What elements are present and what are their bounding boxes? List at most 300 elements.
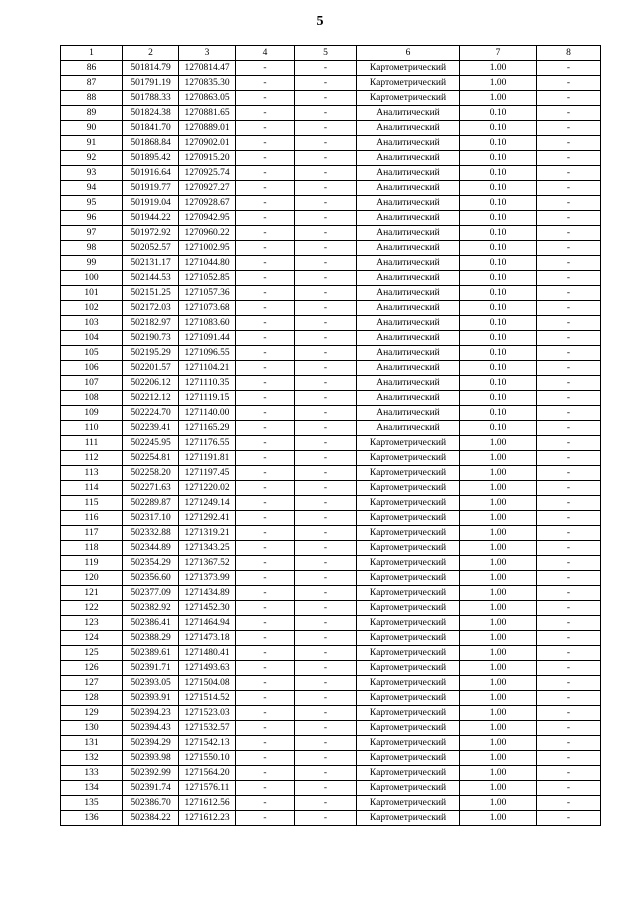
cell-col-8: - <box>537 466 601 481</box>
cell-point-number: 91 <box>61 136 123 151</box>
cell-coord-x: 502393.91 <box>123 691 179 706</box>
table-row <box>61 481 601 496</box>
cell-coord-x: 502201.57 <box>123 361 179 376</box>
cell-accuracy: 1.00 <box>460 631 537 646</box>
cell-col-8: - <box>537 571 601 586</box>
cell-col-5: - <box>295 181 357 196</box>
cell-coord-y: 1271073.68 <box>179 301 236 316</box>
cell-accuracy: 0.10 <box>460 226 537 241</box>
cell-col-5: - <box>295 91 357 106</box>
cell-col-8: - <box>537 406 601 421</box>
cell-col-5: - <box>295 616 357 631</box>
cell-col-8: - <box>537 541 601 556</box>
cell-col-5: - <box>295 751 357 766</box>
cell-coord-x: 502394.29 <box>123 736 179 751</box>
cell-point-number: 119 <box>61 556 123 571</box>
cell-col-4: - <box>236 751 295 766</box>
cell-coord-x: 502394.43 <box>123 721 179 736</box>
cell-col-4: - <box>236 496 295 511</box>
cell-col-4: - <box>236 661 295 676</box>
cell-accuracy: 1.00 <box>460 436 537 451</box>
table-row <box>61 106 601 121</box>
cell-method: Аналитический <box>357 406 460 421</box>
cell-coord-y: 1271473.18 <box>179 631 236 646</box>
cell-point-number: 113 <box>61 466 123 481</box>
cell-coord-y: 1271493.63 <box>179 661 236 676</box>
cell-point-number: 114 <box>61 481 123 496</box>
cell-col-5: - <box>295 721 357 736</box>
cell-col-4: - <box>236 526 295 541</box>
cell-coord-y: 1271564.20 <box>179 766 236 781</box>
table-row <box>61 556 601 571</box>
cell-col-5: - <box>295 436 357 451</box>
table-row <box>61 271 601 286</box>
table-row <box>61 466 601 481</box>
cell-method: Картометрический <box>357 571 460 586</box>
cell-accuracy: 0.10 <box>460 181 537 196</box>
table-row <box>61 676 601 691</box>
cell-col-8: - <box>537 421 601 436</box>
cell-point-number: 127 <box>61 676 123 691</box>
cell-coord-x: 502172.03 <box>123 301 179 316</box>
cell-col-4: - <box>236 91 295 106</box>
cell-coord-y: 1271612.23 <box>179 811 236 826</box>
cell-col-5: - <box>295 316 357 331</box>
cell-method: Картометрический <box>357 556 460 571</box>
cell-col-5: - <box>295 406 357 421</box>
table-row <box>61 361 601 376</box>
cell-col-4: - <box>236 271 295 286</box>
cell-coord-y: 1271104.21 <box>179 361 236 376</box>
cell-coord-x: 502258.20 <box>123 466 179 481</box>
cell-coord-x: 502354.29 <box>123 556 179 571</box>
cell-accuracy: 0.10 <box>460 256 537 271</box>
cell-accuracy: 0.10 <box>460 316 537 331</box>
cell-point-number: 108 <box>61 391 123 406</box>
table-row <box>61 736 601 751</box>
table-row <box>61 646 601 661</box>
cell-coord-x: 501841.70 <box>123 121 179 136</box>
cell-method: Аналитический <box>357 166 460 181</box>
cell-point-number: 102 <box>61 301 123 316</box>
cell-accuracy: 1.00 <box>460 91 537 106</box>
cell-coord-x: 502382.92 <box>123 601 179 616</box>
cell-col-8: - <box>537 496 601 511</box>
cell-coord-x: 502391.74 <box>123 781 179 796</box>
cell-col-4: - <box>236 811 295 826</box>
cell-accuracy: 1.00 <box>460 661 537 676</box>
cell-col-8: - <box>537 226 601 241</box>
table-row <box>61 166 601 181</box>
cell-coord-y: 1270835.30 <box>179 76 236 91</box>
cell-col-4: - <box>236 136 295 151</box>
table-row <box>61 196 601 211</box>
cell-col-5: - <box>295 376 357 391</box>
cell-method: Аналитический <box>357 316 460 331</box>
cell-col-4: - <box>236 226 295 241</box>
cell-point-number: 107 <box>61 376 123 391</box>
cell-method: Аналитический <box>357 256 460 271</box>
cell-method: Картометрический <box>357 466 460 481</box>
cell-method: Картометрический <box>357 661 460 676</box>
cell-col-5: - <box>295 256 357 271</box>
cell-col-5: - <box>295 466 357 481</box>
cell-coord-y: 1271249.14 <box>179 496 236 511</box>
column-header-7: 7 <box>460 46 537 61</box>
cell-point-number: 117 <box>61 526 123 541</box>
cell-coord-y: 1271550.10 <box>179 751 236 766</box>
cell-col-4: - <box>236 196 295 211</box>
cell-col-5: - <box>295 691 357 706</box>
cell-method: Картометрический <box>357 526 460 541</box>
cell-col-4: - <box>236 766 295 781</box>
cell-col-5: - <box>295 676 357 691</box>
cell-col-5: - <box>295 496 357 511</box>
cell-coord-y: 1270889.01 <box>179 121 236 136</box>
cell-accuracy: 0.10 <box>460 301 537 316</box>
cell-coord-x: 502182.97 <box>123 316 179 331</box>
cell-accuracy: 1.00 <box>460 706 537 721</box>
cell-coord-x: 502052.57 <box>123 241 179 256</box>
table-row <box>61 211 601 226</box>
cell-coord-x: 502388.29 <box>123 631 179 646</box>
cell-col-8: - <box>537 436 601 451</box>
cell-point-number: 88 <box>61 91 123 106</box>
cell-coord-x: 502239.41 <box>123 421 179 436</box>
cell-accuracy: 0.10 <box>460 391 537 406</box>
column-header-6: 6 <box>357 46 460 61</box>
cell-col-4: - <box>236 391 295 406</box>
cell-coord-x: 502391.71 <box>123 661 179 676</box>
cell-coord-x: 501919.77 <box>123 181 179 196</box>
cell-method: Аналитический <box>357 286 460 301</box>
cell-accuracy: 1.00 <box>460 76 537 91</box>
cell-point-number: 110 <box>61 421 123 436</box>
cell-col-8: - <box>537 376 601 391</box>
cell-method: Картометрический <box>357 736 460 751</box>
cell-method: Картометрический <box>357 451 460 466</box>
cell-col-5: - <box>295 151 357 166</box>
table-header-row <box>61 46 601 61</box>
cell-coord-y: 1271434.89 <box>179 586 236 601</box>
cell-coord-y: 1271542.13 <box>179 736 236 751</box>
column-header-2: 2 <box>123 46 179 61</box>
cell-col-5: - <box>295 136 357 151</box>
cell-col-4: - <box>236 316 295 331</box>
cell-coord-y: 1271176.55 <box>179 436 236 451</box>
cell-method: Аналитический <box>357 226 460 241</box>
cell-col-5: - <box>295 661 357 676</box>
cell-method: Картометрический <box>357 691 460 706</box>
cell-col-5: - <box>295 226 357 241</box>
cell-col-8: - <box>537 736 601 751</box>
cell-col-4: - <box>236 406 295 421</box>
cell-accuracy: 0.10 <box>460 421 537 436</box>
table-row <box>61 331 601 346</box>
cell-accuracy: 1.00 <box>460 511 537 526</box>
cell-col-4: - <box>236 796 295 811</box>
table-row <box>61 376 601 391</box>
cell-col-8: - <box>537 391 601 406</box>
cell-col-5: - <box>295 586 357 601</box>
cell-col-8: - <box>537 241 601 256</box>
cell-col-8: - <box>537 781 601 796</box>
cell-coord-y: 1270881.65 <box>179 106 236 121</box>
cell-col-4: - <box>236 331 295 346</box>
cell-col-5: - <box>295 556 357 571</box>
cell-coord-x: 502224.70 <box>123 406 179 421</box>
table-row <box>61 286 601 301</box>
cell-accuracy: 1.00 <box>460 571 537 586</box>
cell-method: Аналитический <box>357 391 460 406</box>
table-row <box>61 421 601 436</box>
cell-accuracy: 1.00 <box>460 736 537 751</box>
cell-point-number: 94 <box>61 181 123 196</box>
cell-method: Картометрический <box>357 781 460 796</box>
cell-coord-y: 1271612.56 <box>179 796 236 811</box>
cell-col-5: - <box>295 601 357 616</box>
cell-coord-y: 1271452.30 <box>179 601 236 616</box>
cell-coord-x: 502393.05 <box>123 676 179 691</box>
cell-method: Аналитический <box>357 346 460 361</box>
cell-method: Картометрический <box>357 601 460 616</box>
cell-accuracy: 1.00 <box>460 691 537 706</box>
cell-coord-x: 501972.92 <box>123 226 179 241</box>
table-row <box>61 301 601 316</box>
cell-col-4: - <box>236 601 295 616</box>
cell-method: Аналитический <box>357 331 460 346</box>
cell-col-5: - <box>295 121 357 136</box>
cell-coord-y: 1270915.20 <box>179 151 236 166</box>
cell-col-4: - <box>236 481 295 496</box>
table-row <box>61 121 601 136</box>
cell-col-8: - <box>537 796 601 811</box>
cell-col-8: - <box>537 511 601 526</box>
cell-accuracy: 0.10 <box>460 241 537 256</box>
cell-method: Картометрический <box>357 541 460 556</box>
cell-col-5: - <box>295 166 357 181</box>
cell-col-4: - <box>236 721 295 736</box>
cell-accuracy: 0.10 <box>460 121 537 136</box>
cell-method: Картометрический <box>357 616 460 631</box>
cell-col-5: - <box>295 241 357 256</box>
cell-col-5: - <box>295 391 357 406</box>
cell-col-8: - <box>537 661 601 676</box>
table-row <box>61 766 601 781</box>
cell-method: Картометрический <box>357 766 460 781</box>
cell-accuracy: 1.00 <box>460 721 537 736</box>
cell-accuracy: 0.10 <box>460 361 537 376</box>
table-row <box>61 781 601 796</box>
cell-method: Аналитический <box>357 241 460 256</box>
cell-col-8: - <box>537 331 601 346</box>
table-row <box>61 346 601 361</box>
table-row <box>61 136 601 151</box>
cell-col-5: - <box>295 571 357 586</box>
table-row <box>61 181 601 196</box>
cell-coord-y: 1271220.02 <box>179 481 236 496</box>
table-row <box>61 691 601 706</box>
cell-col-5: - <box>295 781 357 796</box>
table-row <box>61 601 601 616</box>
column-header-3: 3 <box>179 46 236 61</box>
cell-method: Аналитический <box>357 151 460 166</box>
cell-coord-y: 1270928.67 <box>179 196 236 211</box>
table-row <box>61 706 601 721</box>
cell-col-8: - <box>537 271 601 286</box>
table-row <box>61 526 601 541</box>
cell-coord-x: 502377.09 <box>123 586 179 601</box>
cell-col-4: - <box>236 781 295 796</box>
cell-point-number: 96 <box>61 211 123 226</box>
cell-col-5: - <box>295 526 357 541</box>
cell-point-number: 115 <box>61 496 123 511</box>
cell-point-number: 131 <box>61 736 123 751</box>
cell-col-5: - <box>295 451 357 466</box>
table-row <box>61 811 601 826</box>
cell-method: Картометрический <box>357 91 460 106</box>
cell-col-4: - <box>236 736 295 751</box>
cell-coord-x: 502392.99 <box>123 766 179 781</box>
cell-col-4: - <box>236 286 295 301</box>
cell-col-4: - <box>236 151 295 166</box>
cell-col-8: - <box>537 91 601 106</box>
cell-point-number: 133 <box>61 766 123 781</box>
cell-coord-y: 1270902.01 <box>179 136 236 151</box>
cell-accuracy: 1.00 <box>460 541 537 556</box>
cell-col-8: - <box>537 811 601 826</box>
cell-col-8: - <box>537 286 601 301</box>
cell-col-5: - <box>295 706 357 721</box>
column-header-4: 4 <box>236 46 295 61</box>
cell-method: Аналитический <box>357 301 460 316</box>
cell-method: Аналитический <box>357 136 460 151</box>
cell-point-number: 92 <box>61 151 123 166</box>
cell-col-8: - <box>537 256 601 271</box>
cell-col-8: - <box>537 556 601 571</box>
cell-col-8: - <box>537 691 601 706</box>
cell-col-5: - <box>295 541 357 556</box>
cell-method: Картометрический <box>357 586 460 601</box>
cell-coord-x: 502245.95 <box>123 436 179 451</box>
cell-method: Картометрический <box>357 676 460 691</box>
cell-col-4: - <box>236 646 295 661</box>
cell-col-4: - <box>236 421 295 436</box>
cell-col-8: - <box>537 136 601 151</box>
cell-col-5: - <box>295 331 357 346</box>
cell-coord-x: 502271.63 <box>123 481 179 496</box>
cell-coord-x: 501919.04 <box>123 196 179 211</box>
table-row <box>61 571 601 586</box>
cell-accuracy: 0.10 <box>460 271 537 286</box>
cell-col-5: - <box>295 421 357 436</box>
cell-coord-x: 502344.89 <box>123 541 179 556</box>
table-row <box>61 61 601 76</box>
cell-col-4: - <box>236 586 295 601</box>
cell-coord-y: 1271119.15 <box>179 391 236 406</box>
cell-method: Аналитический <box>357 211 460 226</box>
cell-coord-y: 1271057.36 <box>179 286 236 301</box>
cell-col-5: - <box>295 301 357 316</box>
cell-method: Аналитический <box>357 421 460 436</box>
cell-coord-y: 1271343.25 <box>179 541 236 556</box>
cell-coord-x: 502254.81 <box>123 451 179 466</box>
cell-accuracy: 1.00 <box>460 781 537 796</box>
table-row <box>61 241 601 256</box>
cell-col-8: - <box>537 211 601 226</box>
cell-coord-y: 1271083.60 <box>179 316 236 331</box>
table-row <box>61 751 601 766</box>
cell-accuracy: 0.10 <box>460 346 537 361</box>
cell-col-5: - <box>295 511 357 526</box>
column-header-5: 5 <box>295 46 357 61</box>
cell-method: Аналитический <box>357 106 460 121</box>
cell-method: Картометрический <box>357 811 460 826</box>
cell-coord-y: 1270925.74 <box>179 166 236 181</box>
cell-col-8: - <box>537 631 601 646</box>
cell-method: Аналитический <box>357 121 460 136</box>
cell-point-number: 99 <box>61 256 123 271</box>
cell-col-5: - <box>295 61 357 76</box>
cell-point-number: 106 <box>61 361 123 376</box>
cell-col-5: - <box>295 796 357 811</box>
cell-method: Картометрический <box>357 646 460 661</box>
cell-accuracy: 1.00 <box>460 616 537 631</box>
cell-coord-y: 1270927.27 <box>179 181 236 196</box>
table-row <box>61 541 601 556</box>
cell-col-4: - <box>236 466 295 481</box>
cell-col-4: - <box>236 256 295 271</box>
cell-point-number: 105 <box>61 346 123 361</box>
cell-accuracy: 1.00 <box>460 676 537 691</box>
table-row <box>61 151 601 166</box>
cell-point-number: 121 <box>61 586 123 601</box>
cell-method: Картометрический <box>357 496 460 511</box>
cell-col-8: - <box>537 766 601 781</box>
cell-coord-y: 1270960.22 <box>179 226 236 241</box>
cell-point-number: 93 <box>61 166 123 181</box>
cell-point-number: 95 <box>61 196 123 211</box>
cell-method: Аналитический <box>357 376 460 391</box>
cell-col-5: - <box>295 286 357 301</box>
cell-coord-y: 1271096.55 <box>179 346 236 361</box>
cell-col-4: - <box>236 451 295 466</box>
cell-col-4: - <box>236 436 295 451</box>
cell-col-8: - <box>537 526 601 541</box>
cell-method: Картометрический <box>357 751 460 766</box>
cell-col-8: - <box>537 646 601 661</box>
cell-method: Аналитический <box>357 181 460 196</box>
cell-accuracy: 1.00 <box>460 586 537 601</box>
cell-coord-y: 1271044.80 <box>179 256 236 271</box>
cell-coord-y: 1271110.35 <box>179 376 236 391</box>
cell-coord-x: 502386.70 <box>123 796 179 811</box>
cell-coord-y: 1270863.05 <box>179 91 236 106</box>
cell-point-number: 109 <box>61 406 123 421</box>
table-row <box>61 256 601 271</box>
cell-coord-x: 501944.22 <box>123 211 179 226</box>
cell-accuracy: 0.10 <box>460 331 537 346</box>
cell-coord-y: 1271514.52 <box>179 691 236 706</box>
cell-coord-y: 1271191.81 <box>179 451 236 466</box>
cell-col-5: - <box>295 271 357 286</box>
cell-col-8: - <box>537 601 601 616</box>
cell-point-number: 124 <box>61 631 123 646</box>
cell-col-5: - <box>295 361 357 376</box>
cell-col-8: - <box>537 361 601 376</box>
cell-coord-y: 1271197.45 <box>179 466 236 481</box>
cell-col-8: - <box>537 586 601 601</box>
